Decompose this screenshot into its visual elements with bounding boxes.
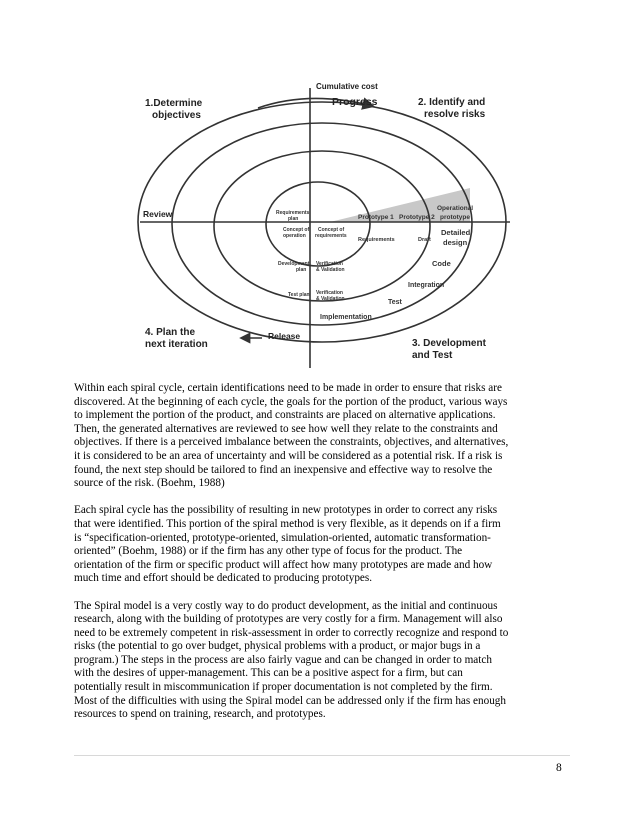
prototype-2-label: Prototype 2 (399, 214, 435, 221)
svg-text:resolve risks: resolve risks (424, 109, 486, 120)
verification-validation-2-label: Verification (316, 290, 343, 296)
draft-label: Draft (418, 237, 431, 243)
prototype-1-label: Prototype 1 (358, 214, 394, 221)
spiral-model-diagram (0, 0, 638, 380)
detailed-design-label: Detailed (441, 228, 471, 237)
test-plan-label: Test plan (288, 292, 310, 298)
cumulative-cost-label: Cumulative cost (316, 82, 378, 91)
svg-text:& Validation: & Validation (316, 296, 345, 302)
integration-label: Integration (408, 282, 445, 289)
spiral-ring-1 (266, 182, 370, 266)
quadrant-3-title: 3. Development (412, 338, 486, 349)
requirements-plan-label: Requirements (276, 210, 310, 216)
requirements-label: Requirements (358, 237, 395, 243)
paragraph: The Spiral model is a very costly way to do product development, as the initial and continuous research, along with the building of prototypes are very costly for a firm. Management will also need to be extremely competent in risk-assessment in order to correctly recognize and respond to risks (the potential to go over budget, physical problems with a product, or major bugs in a program.) The steps in the process are also fairly vague and can be changed in order to match with the desires of upper-management. This can be a positive aspect for a firm, but can potentially result in miscommunication if proper documentation is not completed by the firm. Most of the difficulties with using the Spiral model can be addressed only if the firm has enough resources to spend on training, research, and prototypes. (74, 599, 509, 721)
svg-text:& Validation: & Validation (316, 267, 345, 273)
svg-text:plan: plan (288, 216, 299, 222)
quadrant-4-title: 4. Plan the (145, 327, 196, 338)
paragraph: Each spiral cycle has the possibility of resulting in new prototypes in order to correct any risks that were identified. This portion of the spiral method is very flexible, as it depends on if a firm is “specification-oriented, prototype-oriented, simulation-oriented, automatic transformation- oriented” (Boehm, 1988) or if the firm has any other type of focus for the product. The orientation of the firm or specific product will affect how many prototypes are made and how much time and effort should be dedicated to producing prototypes. (74, 504, 501, 585)
release-label: Release (268, 331, 301, 341)
code-label: Code (432, 259, 451, 268)
body-paragraphs (74, 382, 574, 722)
progress-label: Progress (332, 96, 378, 108)
svg-text:plan: plan (296, 267, 307, 273)
quadrant-1-title: 1.Determine (145, 98, 203, 109)
page-number: 8 (556, 762, 562, 774)
development-plan-label: Development (278, 261, 310, 267)
review-label: Review (143, 209, 173, 219)
svg-text:operation: operation (283, 233, 306, 239)
footer-divider (74, 755, 570, 756)
spiral-ring-2 (214, 151, 430, 301)
concept-of-requirements-label: Concept of (318, 227, 345, 233)
svg-text:and Test: and Test (412, 350, 453, 361)
svg-text:objectives: objectives (152, 110, 201, 121)
operational-prototype-label: Operational (437, 205, 474, 212)
svg-text:design: design (443, 238, 468, 247)
svg-text:prototype: prototype (440, 214, 470, 221)
test-label: Test (388, 299, 402, 306)
verification-validation-1-label: Verification (316, 261, 343, 267)
concept-of-operation-label: Concept of (283, 227, 310, 233)
implementation-label: Implementation (320, 314, 372, 321)
svg-text:requirements: requirements (315, 233, 347, 239)
paragraph: Within each spiral cycle, certain identifications need to be made in order to ensure that risks are discovered. At the beginning of each cycle, the goals for the portion of the product, various ways to implement the portion of the product, and constraints are placed on alternative applications. Then, the generated alternatives are reviewed to see how well they relate to the constraints and objectives. If there is a perceived imbalance between the constraints, objectives, and alternatives, it is considered to be an area of uncertainty and will be considered as a potential risk. If a risk is found, the next step should be tailored to find an inexpensive and effective way to resolve the source of the risk. (Boehm, 1988) (74, 382, 509, 490)
svg-text:next iteration: next iteration (145, 339, 208, 350)
quadrant-2-title: 2. Identify and (418, 97, 486, 108)
